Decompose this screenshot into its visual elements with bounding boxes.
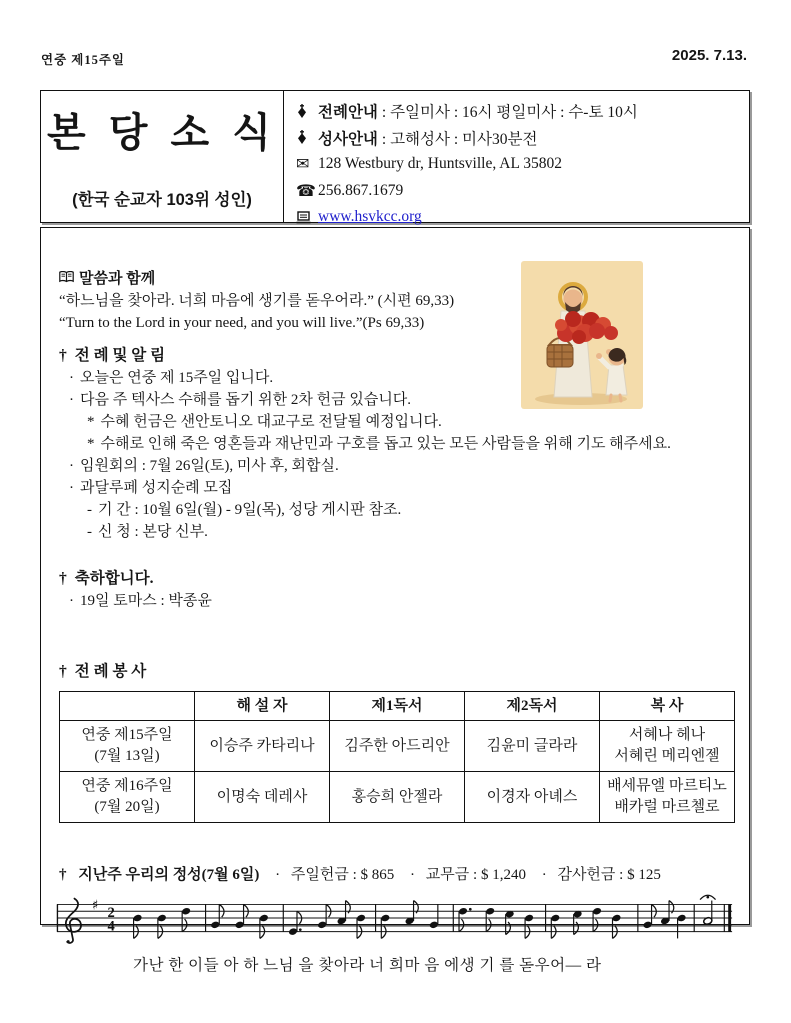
psalm-quote-korean: “하느님을 찾아라. 너희 마음에 생기를 돋우어라.” (시편 69,33) bbox=[59, 293, 455, 309]
col-header-reader1: 제1독서 bbox=[330, 692, 465, 721]
table-row bbox=[60, 721, 735, 772]
word-title: 말씀과 함께 bbox=[79, 271, 156, 287]
offering-label: 교무금 bbox=[425, 867, 470, 883]
col-header-date bbox=[60, 692, 195, 721]
offering-title: 지난주 우리의 정성(7월 6일) bbox=[78, 867, 260, 883]
cell-server: 서혜나 헤나 서혜린 메리엔젤 bbox=[600, 721, 735, 772]
info-text: : 주일미사 : 16시 평일미사 : 수-토 10시 bbox=[381, 104, 638, 122]
cell-server: 배세뮤엘 마르티노 배카럴 마르첼로 bbox=[600, 772, 735, 823]
offering-label: 주일헌금 bbox=[290, 867, 349, 883]
bulletin-subtitle: (한국 순교자 103위 성인) bbox=[72, 191, 252, 209]
announcement-text: 다음 주 텍사스 수해를 돕기 위한 2차 헌금 있습니다. bbox=[80, 392, 412, 408]
announcement-text: 신 청 : 본당 신부. bbox=[98, 524, 208, 540]
jesus-child-illustration bbox=[521, 261, 643, 409]
dot-bullet: · bbox=[69, 370, 74, 386]
announcement-item bbox=[59, 455, 733, 477]
cross-icon: † bbox=[59, 867, 67, 883]
col-header-commentator: 해 설 자 bbox=[195, 692, 330, 721]
cross-icon: † bbox=[59, 663, 67, 680]
announcement-subitem bbox=[59, 499, 733, 521]
asterisk-bullet: * bbox=[87, 436, 95, 452]
col-header-reader2: 제2독서 bbox=[465, 692, 600, 721]
key-signature-sharp: ♯ bbox=[91, 897, 99, 914]
website-link[interactable]: www.hsvkcc.org bbox=[318, 208, 422, 226]
announcement-text: 과달루페 성지순례 모집 bbox=[80, 480, 233, 496]
cross-icon: † bbox=[59, 347, 67, 364]
announcement-subitem bbox=[59, 411, 733, 433]
offering-label: 감사헌금 bbox=[557, 867, 616, 883]
dot-bullet: · bbox=[410, 867, 416, 883]
dot-bullet: · bbox=[69, 593, 74, 609]
cell-reader1: 김주한 아드리안 bbox=[330, 721, 465, 772]
table-header-row bbox=[60, 692, 735, 721]
info-label: 전례안내 bbox=[318, 104, 378, 122]
congrats-title-line bbox=[59, 568, 733, 590]
cell-reader1: 홍승희 안젤라 bbox=[330, 772, 465, 823]
content-box bbox=[40, 227, 750, 974]
info-row-liturgy bbox=[296, 98, 743, 125]
cell-date: 연중 제15주일 (7월 13일) bbox=[60, 721, 195, 772]
mail-icon: ✉ bbox=[296, 156, 310, 174]
announcements-title: 전 례 및 알 림 bbox=[74, 347, 166, 364]
table-row bbox=[60, 772, 735, 823]
dot-bullet: · bbox=[541, 867, 547, 883]
cross-icon: † bbox=[59, 570, 67, 587]
dash-bullet: - bbox=[87, 502, 92, 518]
page-date: 2025. 7.13. bbox=[671, 47, 747, 64]
phone-icon: ☎ bbox=[296, 182, 316, 200]
offering-line: † 지난주 우리의 정성(7월 6일) · 주일헌금 : $ 865 · 교무금 : $ 1,240 · 감사헌금 : $ 125 bbox=[59, 867, 661, 883]
cross-diamond-icon bbox=[296, 104, 318, 119]
offering-amount: $ 865 bbox=[360, 867, 395, 883]
masthead-left bbox=[41, 91, 284, 222]
time-signature-top: 2 bbox=[107, 905, 115, 922]
announcement-item bbox=[59, 477, 733, 499]
masthead-box bbox=[40, 90, 750, 226]
hymn-score bbox=[55, 890, 733, 975]
cell-reader2: 이경자 아녜스 bbox=[465, 772, 600, 823]
address-text: 128 Westbury dr, Huntsville, AL 35802 bbox=[318, 155, 562, 173]
book-icon bbox=[59, 271, 79, 283]
announcement-subitem bbox=[59, 521, 733, 543]
cell-date: 연중 제16주일 (7월 20일) bbox=[60, 772, 195, 823]
page-edition-label: 연중 제15주일 bbox=[41, 53, 126, 67]
info-row-address bbox=[296, 151, 743, 178]
duty-title: 전 례 봉 사 bbox=[74, 663, 147, 680]
announcement-text: 기 간 : 10월 6일(월) - 9일(목), 성당 게시판 참조. bbox=[98, 502, 402, 518]
dot-bullet: · bbox=[69, 458, 74, 474]
dot-bullet: · bbox=[69, 480, 74, 496]
info-row-phone bbox=[296, 178, 743, 205]
announcement-text: 수혜 헌금은 샌안토니오 대교구로 전달될 예정입니다. bbox=[100, 414, 442, 430]
treble-clef-icon bbox=[66, 899, 81, 943]
congrats-title: 축하합니다. bbox=[74, 570, 154, 587]
announcement-text: 임원회의 : 7월 26일(토), 미사 후, 회합실. bbox=[80, 458, 339, 474]
dot-bullet: · bbox=[275, 867, 281, 883]
masthead-info bbox=[284, 91, 749, 226]
offering-amount: $ 125 bbox=[627, 867, 661, 883]
hymn-lyrics: 가난 한 이들 아 하 느님 을 찾아라 너 희마 음 에생 기 를 돋우어― 라 bbox=[133, 957, 602, 974]
computer-icon bbox=[296, 211, 318, 224]
offering-amount: $ 1,240 bbox=[480, 867, 526, 883]
info-label: 성사안내 bbox=[318, 130, 378, 148]
psalm-quote-english: “Turn to the Lord in your need, and you will live.”(Ps 69,33) bbox=[59, 315, 425, 331]
time-signature-bottom: 4 bbox=[107, 918, 115, 935]
congrats-text: 19일 토마스 : 박종윤 bbox=[80, 593, 212, 609]
dash-bullet: - bbox=[87, 524, 92, 540]
info-row-sacrament bbox=[296, 125, 743, 152]
cell-commentator: 이승주 카타리나 bbox=[195, 721, 330, 772]
dot-bullet: · bbox=[69, 392, 74, 408]
cross-diamond-icon bbox=[296, 130, 318, 145]
bulletin-title: 본 당 소 식 bbox=[47, 111, 277, 155]
congrats-item bbox=[59, 590, 733, 612]
cell-commentator: 이명숙 데레사 bbox=[195, 772, 330, 823]
announcement-text: 오늘은 연중 제 15주일 입니다. bbox=[80, 370, 274, 386]
phone-text: 256.867.1679 bbox=[318, 181, 404, 199]
announcement-subitem bbox=[59, 433, 733, 455]
info-text: : 고해성사 : 미사30분전 bbox=[381, 130, 538, 148]
cell-reader2: 김윤미 글라라 bbox=[465, 721, 600, 772]
col-header-server: 복 사 bbox=[600, 692, 735, 721]
liturgical-duty-table bbox=[59, 691, 735, 823]
asterisk-bullet: * bbox=[87, 414, 95, 430]
duty-title-line bbox=[59, 661, 733, 683]
announcement-text: 수해로 인해 죽은 영혼들과 재난민과 구호를 돕고 있는 모든 사람들을 위해 기도 해주세요. bbox=[100, 436, 671, 452]
